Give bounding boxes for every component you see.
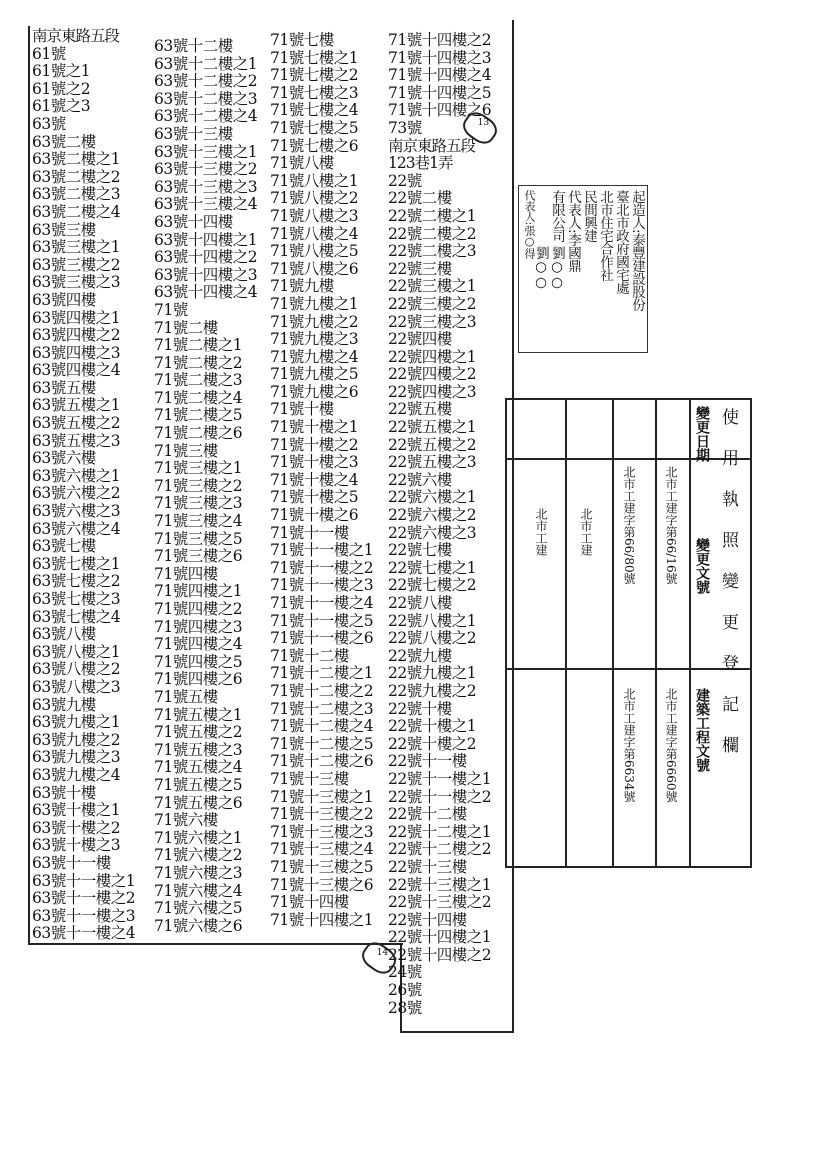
address-entry: 71號十樓之1 (270, 418, 359, 437)
license-table-stamp: 北市工建 (579, 508, 593, 556)
address-entry: 63號九樓 (32, 695, 96, 714)
address-entry: 63號十一樓之1 (32, 871, 136, 890)
address-entry: 63號三樓之3 (32, 273, 121, 292)
address-entry: 71號十一樓之1 (270, 541, 374, 560)
address-entry: 73號 (388, 118, 422, 137)
address-entry: 71號十樓 (270, 400, 334, 419)
address-entry: 71號四樓之4 (154, 635, 243, 654)
address-entry: 71號十二樓 (270, 646, 349, 665)
address-entry: 63號十樓之1 (32, 801, 121, 820)
address-entry: 63號十三樓之3 (154, 177, 258, 196)
address-entry: 71號四樓之6 (154, 670, 243, 689)
address-entry: 71號十三樓之6 (270, 875, 374, 894)
address-column-3 (270, 32, 373, 929)
address-entry: 63號九樓之3 (32, 748, 121, 767)
address-entry: 71號十三樓之5 (270, 857, 374, 876)
address-entry: 63號十二樓 (154, 37, 233, 55)
address-entry: 22號二樓之1 (388, 206, 477, 225)
address-entry: 71號七樓之3 (270, 83, 359, 102)
company-line: 有限公司 (549, 190, 565, 242)
address-entry: 63號十一樓之3 (32, 906, 136, 925)
address-entry: 71號四樓之2 (154, 600, 243, 618)
address-entry: 63號六樓之1 (32, 466, 121, 485)
address-entry: 63號十二樓之3 (154, 89, 258, 108)
address-entry: 22號十二樓 (388, 805, 467, 824)
address-entry: 61號 (32, 44, 66, 63)
address-entry: 22號四樓之3 (388, 382, 477, 401)
address-entry: 71號十四樓之3 (388, 48, 492, 67)
page-stamp: 13 (459, 108, 502, 149)
address-entry: 71號二樓之2 (154, 353, 243, 372)
address-entry: 71號九樓之5 (270, 365, 359, 384)
frame-left-rule (28, 26, 30, 944)
address-entry: 71號十三樓之4 (270, 840, 374, 859)
address-entry: 71號十樓之6 (270, 506, 359, 525)
address-entry: 22號十三樓 (388, 857, 467, 876)
address-entry: 71號十二樓之2 (270, 681, 374, 700)
developer-info-box (518, 185, 648, 353)
address-entry: 71號十二樓之1 (270, 664, 374, 683)
address-entry: 63號十一樓 (32, 853, 111, 872)
address-entry: 63號十四樓 (154, 212, 233, 231)
address-entry: 71號四樓之3 (154, 617, 243, 636)
address-entry: 63號九樓之2 (32, 730, 121, 749)
address-entry: 71號三樓之5 (154, 529, 243, 548)
address-entry: 22號十四樓 (388, 910, 467, 929)
address-entry: 71號三樓之3 (154, 494, 243, 513)
address-entry: 71號八樓之1 (270, 171, 359, 190)
address-entry: 22號十樓之1 (388, 717, 477, 736)
license-table-rule (505, 458, 750, 460)
address-entry: 22號十樓之2 (388, 734, 477, 753)
address-entry: 71號十四樓之6 (388, 101, 492, 120)
address-entry: 22號六樓 (388, 470, 452, 489)
license-table-rule (689, 398, 691, 866)
address-entry: 63號五樓 (32, 378, 96, 397)
address-entry: 63號十四樓之3 (154, 265, 258, 284)
address-entry: 71號三樓之4 (154, 512, 243, 531)
address-entry: 63號十二樓之4 (154, 107, 258, 126)
address-entry: 22號八樓之2 (388, 629, 477, 648)
address-entry: 63號八樓之2 (32, 660, 121, 679)
address-entry: 63號四樓 (32, 290, 96, 309)
address-entry: 63號五樓之2 (32, 414, 121, 433)
license-table-header: 變更文號 (694, 538, 710, 594)
address-entry: 63號八樓 (32, 625, 96, 644)
address-entry: 71號九樓 (270, 277, 334, 296)
address-entry: 71號十二樓之4 (270, 717, 374, 736)
address-entry: 71號二樓之5 (154, 406, 243, 425)
address-entry: 63號十三樓 (154, 124, 233, 143)
address-entry: 71號十三樓之3 (270, 822, 374, 841)
license-table-cell: 北市工建字第6660號 (664, 688, 678, 803)
address-entry: 22號十一樓之1 (388, 769, 492, 788)
address-entry: 71號八樓 (270, 154, 334, 173)
address-entry: 71號十二樓之3 (270, 699, 374, 718)
address-entry: 61號之3 (32, 97, 91, 116)
address-entry: 22號四樓之2 (388, 365, 477, 384)
address-entry: 71號二樓之1 (154, 336, 243, 355)
address-entry: 71號七樓之2 (270, 66, 359, 85)
address-entry: 63號八樓之3 (32, 677, 121, 696)
license-table-header: 變更日期 (694, 406, 710, 462)
address-entry: 63號四樓之1 (32, 308, 121, 327)
address-entry: 63號三樓 (32, 220, 96, 239)
address-entry: 71號十一樓之2 (270, 558, 374, 577)
address-entry: 71號六樓 (154, 811, 218, 830)
license-table-rule (565, 398, 567, 866)
address-entry: 71號七樓之4 (270, 101, 359, 120)
address-entry: 71號二樓之6 (154, 424, 243, 443)
address-entry: 63號六樓之3 (32, 502, 121, 521)
company-line: 代表人:張○得 (523, 190, 536, 259)
address-entry: 71號二樓之3 (154, 371, 243, 390)
address-entry: 71號十一樓之6 (270, 629, 374, 648)
address-entry: 71號十樓之2 (270, 435, 359, 454)
address-entry: 71號十一樓之5 (270, 611, 374, 630)
address-entry: 71號六樓之6 (154, 916, 243, 935)
address-entry: 63號十四樓之2 (154, 248, 258, 267)
address-entry: 71號十四樓 (270, 893, 349, 912)
address-entry: 22號十三樓之2 (388, 893, 492, 912)
address-entry: 63號十二樓之2 (154, 72, 258, 91)
address-entry: 22號十一樓 (388, 752, 467, 771)
address-entry: 22號十樓 (388, 699, 452, 718)
address-entry: 61號之2 (32, 79, 91, 98)
address-entry: 63號七樓之2 (32, 572, 121, 591)
address-entry: 63號二樓之2 (32, 167, 121, 186)
license-table-rule (505, 668, 750, 670)
address-entry: 22號 (388, 171, 422, 190)
address-entry: 22號十一樓之2 (388, 787, 492, 806)
page-stamp: 14 (358, 938, 401, 979)
address-entry: 71號九樓之2 (270, 312, 359, 331)
address-entry: 63號七樓之3 (32, 590, 121, 608)
address-entry: 22號八樓 (388, 594, 452, 612)
address-entry: 71號七樓之1 (270, 48, 359, 67)
address-entry: 22號六樓之3 (388, 523, 477, 542)
company-line: 民間興建 (581, 190, 597, 242)
address-entry: 71號十一樓之3 (270, 576, 374, 595)
address-entry: 22號九樓之2 (388, 681, 477, 700)
address-entry: 71號 (154, 300, 188, 319)
address-entry: 71號十四樓之1 (270, 910, 374, 929)
address-entry: 71號五樓之4 (154, 758, 243, 777)
license-table-cell: 北市工建字第66/16號 (664, 466, 678, 585)
address-entry: 22號七樓之1 (388, 558, 477, 577)
address-entry: 71號十一樓之4 (270, 594, 374, 612)
address-entry: 71號二樓之4 (154, 388, 243, 407)
address-entry: 71號十四樓之2 (388, 31, 492, 49)
address-entry: 63號十四樓之4 (154, 283, 258, 302)
address-entry: 71號十二樓之6 (270, 752, 374, 771)
address-entry: 22號七樓之2 (388, 576, 477, 595)
address-entry: 63號十三樓之1 (154, 142, 258, 161)
address-entry: 22號六樓之2 (388, 506, 477, 525)
address-entry: 71號四樓 (154, 564, 218, 583)
address-entry: 24號 (388, 963, 422, 982)
address-entry: 22號六樓之1 (388, 488, 477, 507)
address-entry: 71號三樓之6 (154, 547, 243, 566)
address-entry: 63號六樓之2 (32, 484, 121, 503)
address-entry: 22號二樓之3 (388, 242, 477, 261)
address-entry: 71號十三樓之1 (270, 787, 374, 806)
address-entry: 71號十四樓之4 (388, 66, 492, 85)
address-entry: 63號十樓之3 (32, 836, 121, 855)
address-entry: 71號十樓之5 (270, 488, 359, 507)
address-entry: 22號十三樓之1 (388, 875, 492, 894)
address-entry: 22號四樓 (388, 330, 452, 349)
address-entry: 71號八樓之4 (270, 224, 359, 243)
address-entry: 26號 (388, 981, 422, 1000)
address-entry: 63號十樓之2 (32, 818, 121, 837)
address-entry: 22號十四樓之1 (388, 928, 492, 947)
license-table-title: 使用執照變更登記欄 (718, 408, 738, 777)
address-entry: 22號三樓 (388, 259, 452, 278)
address-entry: 71號八樓之6 (270, 259, 359, 278)
address-entry: 71號十樓之3 (270, 453, 359, 472)
address-entry: 63號十樓 (32, 783, 96, 802)
address-entry: 63號二樓 (32, 132, 96, 151)
address-entry: 南京東路五段 (32, 27, 120, 45)
address-entry: 71號四樓之1 (154, 582, 243, 601)
company-line: 劉○○ (533, 246, 549, 290)
address-column-1 (32, 28, 135, 943)
license-table-cell: 北市工建字第6634號 (622, 688, 636, 803)
address-entry: 71號三樓之1 (154, 459, 243, 478)
address-entry: 71號十一樓 (270, 523, 349, 542)
address-entry: 71號四樓之5 (154, 652, 243, 671)
company-line: 代表人:李國鼎 (565, 190, 581, 273)
address-entry: 71號六樓之2 (154, 846, 243, 865)
address-entry: 71號九樓之3 (270, 330, 359, 349)
address-entry: 71號九樓之4 (270, 347, 359, 366)
license-table-rule (612, 398, 614, 866)
address-entry: 63號七樓 (32, 537, 96, 556)
company-line: 劉○○ (549, 246, 565, 290)
address-entry: 71號十樓之4 (270, 470, 359, 489)
license-change-table (505, 398, 752, 868)
address-entry: 71號七樓之6 (270, 136, 359, 155)
address-entry: 22號九樓之1 (388, 664, 477, 683)
address-entry: 63號 (32, 114, 66, 133)
address-entry: 71號三樓之2 (154, 476, 243, 495)
address-entry: 71號六樓之1 (154, 828, 243, 847)
address-entry: 71號六樓之5 (154, 899, 243, 918)
address-entry: 63號五樓之3 (32, 431, 121, 450)
address-entry: 63號六樓之4 (32, 519, 121, 538)
license-table-rule (655, 398, 657, 866)
address-entry: 63號四樓之4 (32, 361, 121, 380)
address-entry: 63號十四樓之1 (154, 230, 258, 249)
address-entry: 28號 (388, 998, 422, 1017)
address-entry: 71號八樓之5 (270, 242, 359, 261)
frame-bottom-rule-2 (400, 1031, 514, 1033)
address-entry: 22號三樓之1 (388, 277, 477, 296)
address-entry: 22號五樓 (388, 400, 452, 419)
address-entry: 22號十二樓之2 (388, 840, 492, 859)
address-entry: 71號八樓之3 (270, 206, 359, 225)
license-table-cell: 北市工建字第66/80號 (622, 466, 636, 585)
address-entry: 71號五樓之1 (154, 705, 243, 724)
address-entry: 71號九樓之6 (270, 382, 359, 401)
address-entry: 123巷1弄 (388, 154, 453, 173)
address-entry: 22號五樓之3 (388, 453, 477, 472)
address-entry: 22號十四樓之2 (388, 945, 492, 964)
address-entry: 71號五樓之5 (154, 775, 243, 794)
address-entry: 22號七樓 (388, 541, 452, 560)
address-entry: 71號六樓之3 (154, 863, 243, 882)
address-entry: 63號四樓之3 (32, 343, 121, 362)
address-entry: 63號九樓之1 (32, 713, 121, 732)
address-entry: 71號十三樓之2 (270, 805, 374, 824)
address-entry: 22號三樓之2 (388, 294, 477, 313)
address-entry: 71號九樓之1 (270, 294, 359, 313)
address-entry: 22號九樓 (388, 646, 452, 665)
address-entry: 71號十四樓之5 (388, 83, 492, 102)
address-entry: 63號八樓之1 (32, 642, 121, 661)
address-column-4 (388, 32, 491, 1017)
address-entry: 63號二樓之4 (32, 202, 121, 221)
address-entry: 22號五樓之2 (388, 435, 477, 454)
address-entry: 63號五樓之1 (32, 396, 121, 415)
address-entry: 61號之1 (32, 62, 91, 81)
address-entry: 63號十一樓之2 (32, 889, 136, 908)
address-entry: 22號二樓 (388, 189, 452, 208)
address-entry: 71號二樓 (154, 318, 218, 337)
address-entry: 63號十二樓之1 (154, 54, 258, 73)
address-entry: 南京東路五段 (388, 136, 476, 155)
address-entry: 63號四樓之2 (32, 326, 121, 345)
address-entry: 63號六樓 (32, 449, 96, 468)
address-entry: 63號十三樓之4 (154, 195, 258, 214)
address-entry: 71號五樓之6 (154, 793, 243, 812)
address-entry: 71號五樓之3 (154, 740, 243, 759)
address-entry: 22號十二樓之1 (388, 822, 492, 841)
license-table-stamp: 北市工建 (534, 508, 548, 556)
address-entry: 71號十三樓 (270, 769, 349, 788)
address-entry: 22號三樓之3 (388, 312, 477, 331)
address-entry: 63號九樓之4 (32, 765, 121, 784)
address-entry: 63號十三樓之2 (154, 160, 258, 179)
address-entry: 22號八樓之1 (388, 611, 477, 630)
address-entry: 71號十二樓之5 (270, 734, 374, 753)
address-entry: 63號十一樓之4 (32, 924, 136, 943)
address-entry: 63號三樓之1 (32, 238, 121, 257)
address-entry: 71號七樓 (270, 31, 334, 49)
company-line: 起造人:泰豐建設股份 (629, 190, 645, 312)
address-entry: 71號六樓之4 (154, 881, 243, 900)
address-entry: 71號五樓之2 (154, 723, 243, 742)
frame-bottom-rule (28, 943, 403, 945)
address-entry: 71號五樓 (154, 687, 218, 706)
address-entry: 71號七樓之5 (270, 118, 359, 137)
address-entry: 22號二樓之2 (388, 224, 477, 243)
license-table-header: 建築工程文號 (694, 688, 710, 772)
company-line: 臺北市政府國宅處 (613, 190, 629, 294)
address-entry: 63號三樓之2 (32, 255, 121, 274)
address-entry: 22號四樓之1 (388, 347, 477, 366)
address-entry: 63號七樓之4 (32, 607, 121, 626)
address-column-2 (154, 38, 257, 935)
address-entry: 63號二樓之1 (32, 150, 121, 169)
address-entry: 22號五樓之1 (388, 418, 477, 437)
address-entry: 63號七樓之1 (32, 554, 121, 573)
address-entry: 71號三樓 (154, 441, 218, 460)
address-entry: 71號八樓之2 (270, 189, 359, 208)
company-line: 北市住宅合作社 (597, 190, 613, 281)
address-entry: 63號二樓之3 (32, 185, 121, 204)
